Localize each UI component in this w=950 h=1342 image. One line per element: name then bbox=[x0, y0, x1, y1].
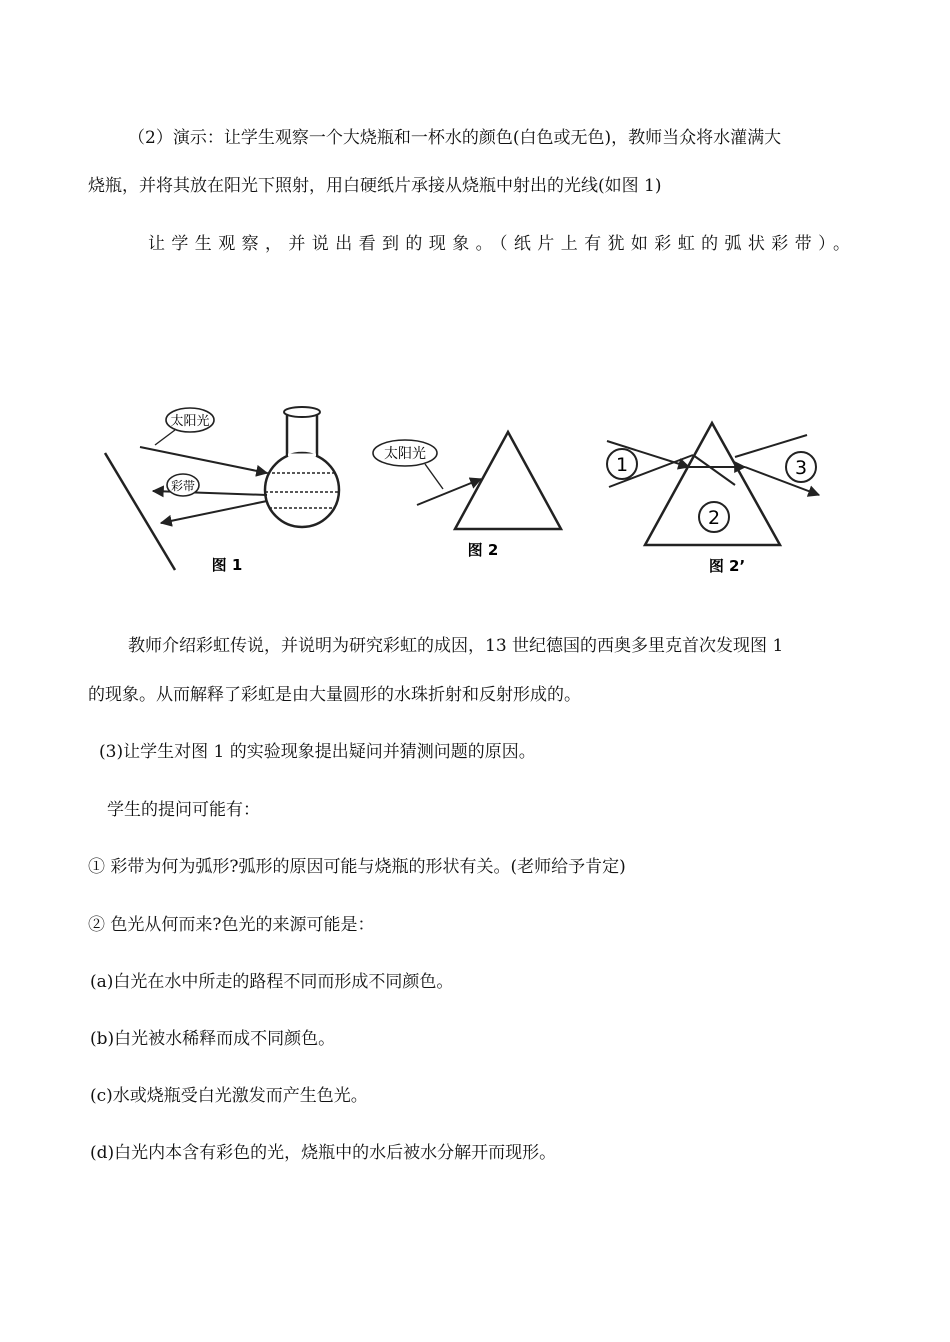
hypothesis-b: (b)白光被水稀释而成不同颜色。 bbox=[90, 1029, 336, 1049]
rainbow-ray bbox=[161, 501, 267, 523]
question-item-1: ① 彩带为何为弧形?弧形的原因可能与烧瓶的形状有关。(老师给予肯定) bbox=[88, 857, 626, 877]
fig1-caption: 图 1 bbox=[211, 556, 243, 574]
fig2p-label-2: 2 bbox=[707, 507, 721, 529]
fig2p-caption: 图 2’ bbox=[708, 557, 746, 575]
paper-card bbox=[105, 453, 175, 570]
sunlight-ray bbox=[140, 447, 267, 473]
flask-rim bbox=[284, 407, 320, 417]
paragraph-teacher-line1: 教师介绍彩虹传说，并说明为研究彩虹的成因，13 世纪德国的西奥多里克首次发现图 1 bbox=[128, 636, 784, 656]
question-item-2: ② 色光从何而来?色光的来源可能是： bbox=[88, 915, 375, 935]
paragraph-demo-line1: （2）演示：让学生观察一个大烧瓶和一杯水的颜色(白色或无色)，教师当众将水灌满大 bbox=[128, 128, 782, 148]
optics-figures bbox=[95, 395, 855, 585]
paragraph-teacher-line2: 的现象。从而解释了彩虹是由大量圆形的水珠折射和反射形成的。 bbox=[88, 685, 581, 705]
fig2p-label-1: 1 bbox=[615, 454, 629, 476]
hypothesis-a: (a)白光在水中所走的路程不同而形成不同颜色。 bbox=[90, 972, 454, 992]
fig1-rainbow-label: 彩带 bbox=[170, 479, 196, 493]
fig2-sunlight-label: 太阳光 bbox=[384, 446, 426, 462]
fig2p-label-3: 3 bbox=[794, 457, 808, 479]
paragraph-observe: 让学生观察，并说出看到的现象。（纸片上有犹如彩虹的弧状彩带）。 bbox=[148, 234, 857, 254]
flask-bulb bbox=[265, 453, 339, 527]
fig1-sunlight-label: 太阳光 bbox=[170, 414, 210, 429]
hypothesis-d: (d)白光内本含有彩色的光，烧瓶中的水后被水分解开而现形。 bbox=[90, 1143, 557, 1163]
figure-1 bbox=[105, 407, 339, 574]
fig2-caption: 图 2 bbox=[467, 541, 499, 559]
prism-triangle bbox=[455, 432, 561, 529]
paragraph-step3: (3)让学生对图 1 的实验现象提出疑问并猜测问题的原因。 bbox=[99, 742, 536, 762]
hypothesis-c: (c)水或烧瓶受白光激发而产生色光。 bbox=[90, 1086, 368, 1106]
figure-2 bbox=[373, 432, 561, 559]
paragraph-demo-line2: 烧瓶，并将其放在阳光下照射，用白硬纸片承接从烧瓶中射出的光线(如图 1) bbox=[88, 176, 662, 196]
paragraph-questions-intro: 学生的提问可能有： bbox=[107, 800, 260, 820]
bubble-pointer bbox=[155, 430, 175, 445]
figure-2-prime bbox=[607, 423, 819, 575]
bubble-pointer bbox=[425, 464, 443, 489]
